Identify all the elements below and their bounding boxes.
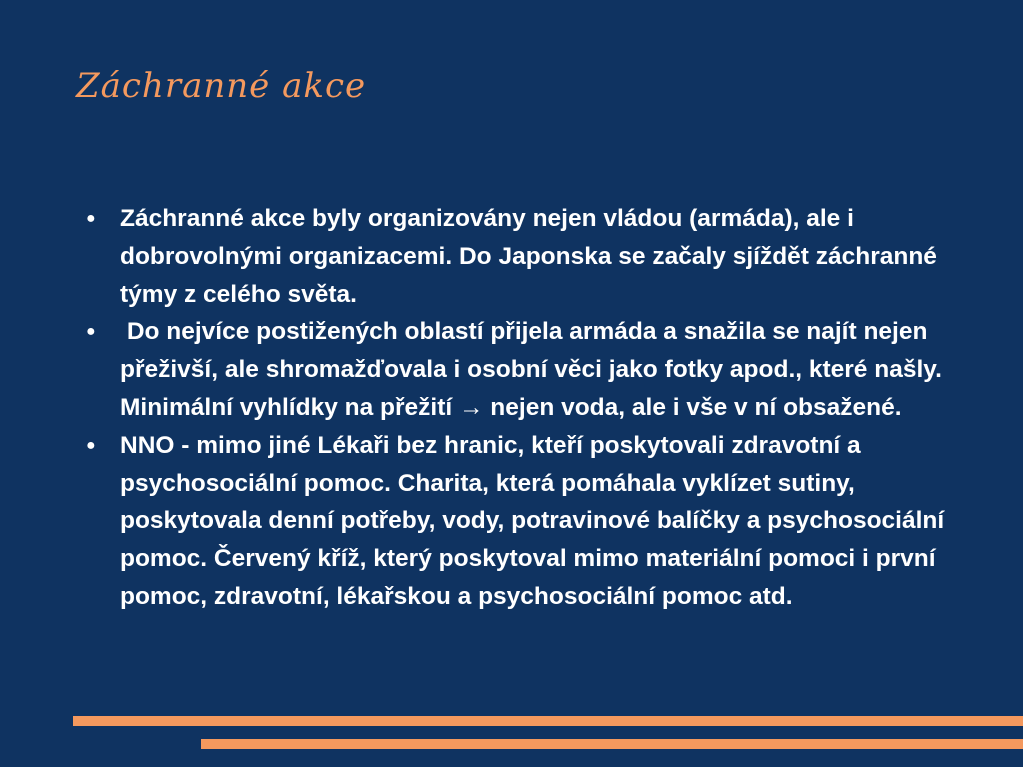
bullet-text: NNO - mimo jiné Lékaři bez hranic, kteří poskytovali zdravotní a psychosociální pomoc. Charita, která pomáhala vyklízet sutiny, poskytovala denní potřeby, vody, potravinové balíčky a psychosociální pomoc. Červený kříž, který poskytoval mimo materiální pomoci i první pomoc, zdravotní, lékařskou a psychosociální pomoc atd. xyxy=(120,431,945,610)
bullet-dot-icon: ● xyxy=(86,436,96,454)
bullet-item xyxy=(86,427,966,616)
slide-title: Záchranné akce xyxy=(76,66,367,106)
bullet-dot-icon: ● xyxy=(86,323,96,341)
bullet-item xyxy=(86,313,966,426)
bullet-text: Do nejvíce postižených oblastí přijela armáda a snažila se najít nejen přeživší, ale shromažďovala i osobní věci jako fotky apod., které našly. Minimální vyhlídky na přežití → nejen voda, ale i vše v ní obsažené. xyxy=(120,318,949,421)
bullet-dot-icon: ● xyxy=(86,210,96,227)
bullet-list xyxy=(86,200,966,616)
decorative-stripe-top xyxy=(73,716,1023,726)
bullet-item xyxy=(86,200,966,313)
decorative-stripe-bottom xyxy=(201,739,1023,749)
bullet-text: Záchranné akce byly organizovány nejen vládou (armáda), ale i dobrovolnými organizacemi. Do Japonska se začaly sjíždět záchranné týmy z celého světa. xyxy=(120,205,937,308)
